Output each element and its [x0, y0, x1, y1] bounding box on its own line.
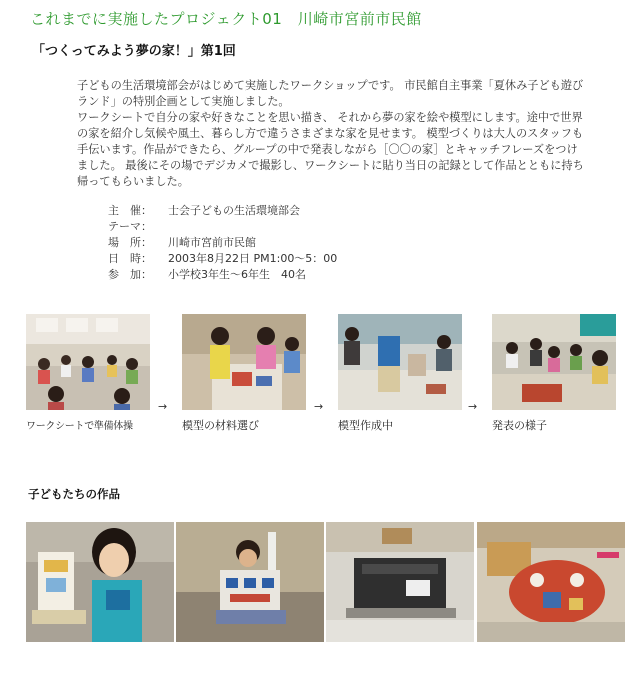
- arrow-icon: →: [314, 400, 324, 413]
- arrow-icon: →: [158, 400, 168, 413]
- photo-work-robot-house: [176, 522, 324, 642]
- step-caption: 模型作成中: [338, 419, 393, 432]
- project-subtitle: 「つくってみよう夢の家！」第1回: [32, 44, 236, 59]
- info-label: 主 催：: [108, 204, 152, 217]
- info-row-participants: [108, 267, 337, 283]
- info-row-place: [108, 235, 337, 251]
- info-label: 場 所：: [108, 236, 152, 249]
- description-paragraph: 子どもの生活環境部会がはじめて実施したワークショップです。 市民館自主事業「夏休み子ども遊びランド」の特別企画として実施しました。: [77, 79, 584, 108]
- info-label: テーマ：: [108, 220, 152, 233]
- page-title: これまでに実施したプロジェクト01 川崎市宮前市民館: [30, 10, 422, 28]
- info-row-theme: [108, 219, 337, 235]
- photo-worksheet-warmup: [26, 314, 150, 410]
- photo-work-child-with-house: [26, 522, 174, 642]
- photo-work-dark-house-model: [326, 522, 474, 642]
- photo-material-selection: [182, 314, 306, 410]
- step-caption: 発表の様子: [492, 419, 547, 432]
- project-description: [77, 78, 587, 190]
- step-caption: ワークシートで準備体操: [26, 421, 133, 432]
- info-value: 2003年8月22日 PM1:00〜5：00: [168, 252, 338, 265]
- arrow-icon: →: [468, 400, 478, 413]
- info-row-datetime: [108, 251, 337, 267]
- description-paragraph: ワークシートで自分の家や好きなことを思い描き、 それから夢の家を絵や模型にします。途中で世界の家を紹介し気候や風土、暮らし方で違うさまざまな家を見せます。 模型づくりは大人のスタッフも手伝います。作品ができたら、グループの中で発表しながら［〇〇の家］とキャッチフレーズをつけました。 最後にその場でデジカメで撮影し、ワークシートに貼り当日の記録として作品とともに持ち帰ってもらいました。: [77, 111, 584, 188]
- photo-model-making: [338, 314, 462, 410]
- event-info: [108, 203, 337, 283]
- works-section-title: 子どもたちの作品: [28, 487, 120, 501]
- info-value: 川崎市宮前市民館: [168, 236, 256, 249]
- photo-work-red-boat-model: [477, 522, 625, 642]
- photo-presentation: [492, 314, 616, 410]
- info-value: 士会子どもの生活環境部会: [168, 204, 300, 217]
- step-caption: 模型の材料選び: [182, 419, 259, 432]
- info-row-organizer: [108, 203, 337, 219]
- info-label: 日 時：: [108, 252, 152, 265]
- info-label: 参 加：: [108, 268, 152, 281]
- info-value: 小学校3年生〜6年生 40名: [168, 268, 306, 281]
